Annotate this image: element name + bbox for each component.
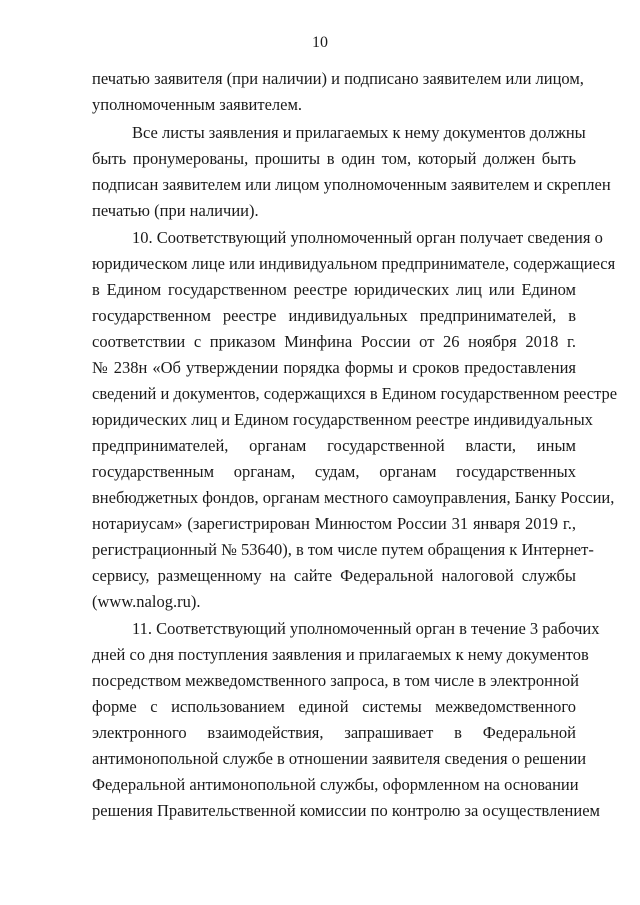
text-line: государственном реестре индивидуальных предпринимателей, в bbox=[92, 306, 576, 325]
text-line: юридическом лице или индивидуальном предпринимателе, содержащиеся bbox=[92, 254, 616, 273]
text-line: государственным органам, судам, органам государственных bbox=[92, 462, 576, 481]
text-line: Федеральной антимонопольной службы, оформленном на основании bbox=[92, 775, 579, 794]
page-number: 10 bbox=[312, 34, 328, 51]
text-line: сведений и документов, содержащихся в Едином государственном реестре bbox=[92, 384, 618, 403]
text-line: электронного взаимодействия, запрашивает в Федеральной bbox=[92, 723, 576, 742]
text-line: предпринимателей, органам государственной власти, иным bbox=[92, 436, 576, 455]
text-line: (www.nalog.ru). bbox=[92, 592, 201, 611]
text-line: регистрационный № 53640), в том числе путем обращения к Интернет- bbox=[92, 540, 594, 559]
text-line: печатью заявителя (при наличии) и подписано заявителем или лицом, bbox=[92, 69, 584, 88]
text-line: быть пронумерованы, прошиты в один том, который должен быть bbox=[92, 149, 576, 168]
text-line: дней со дня поступления заявления и прилагаемых к нему документов bbox=[92, 645, 589, 664]
text-line: № 238н «Об утверждении порядка формы и сроков предоставления bbox=[92, 358, 576, 377]
text-line: посредством межведомственного запроса, в том числе в электронной bbox=[92, 671, 579, 690]
text-line: нотариусам» (зарегистрирован Минюстом России 31 января 2019 г., bbox=[92, 514, 576, 533]
text-line: внебюджетных фондов, органам местного самоуправления, Банку России, bbox=[92, 488, 615, 507]
text-line: подписан заявителем или лицом уполномоченным заявителем и скреплен bbox=[92, 175, 611, 194]
text-line: 11. Соответствующий уполномоченный орган в течение 3 рабочих bbox=[132, 619, 600, 638]
text-line: решения Правительственной комиссии по контролю за осуществлением bbox=[92, 801, 600, 820]
text-line: соответствии с приказом Минфина России от 26 ноября 2018 г. bbox=[92, 332, 576, 351]
text-line: юридических лиц и Едином государственном реестре индивидуальных bbox=[92, 410, 593, 429]
text-line: печатью (при наличии). bbox=[92, 201, 259, 220]
text-line: Все листы заявления и прилагаемых к нему документов должны bbox=[132, 123, 586, 142]
text-line: антимонопольной службе в отношении заявителя сведения о решении bbox=[92, 749, 587, 768]
text-line: 10. Соответствующий уполномоченный орган получает сведения о bbox=[132, 228, 603, 247]
text-line: сервису, размещенному на сайте Федеральной налоговой службы bbox=[92, 566, 576, 585]
text-line: форме с использованием единой системы межведомственного bbox=[92, 697, 576, 716]
text-line: в Едином государственном реестре юридических лиц или Едином bbox=[92, 280, 576, 299]
text-line: уполномоченным заявителем. bbox=[92, 95, 303, 114]
